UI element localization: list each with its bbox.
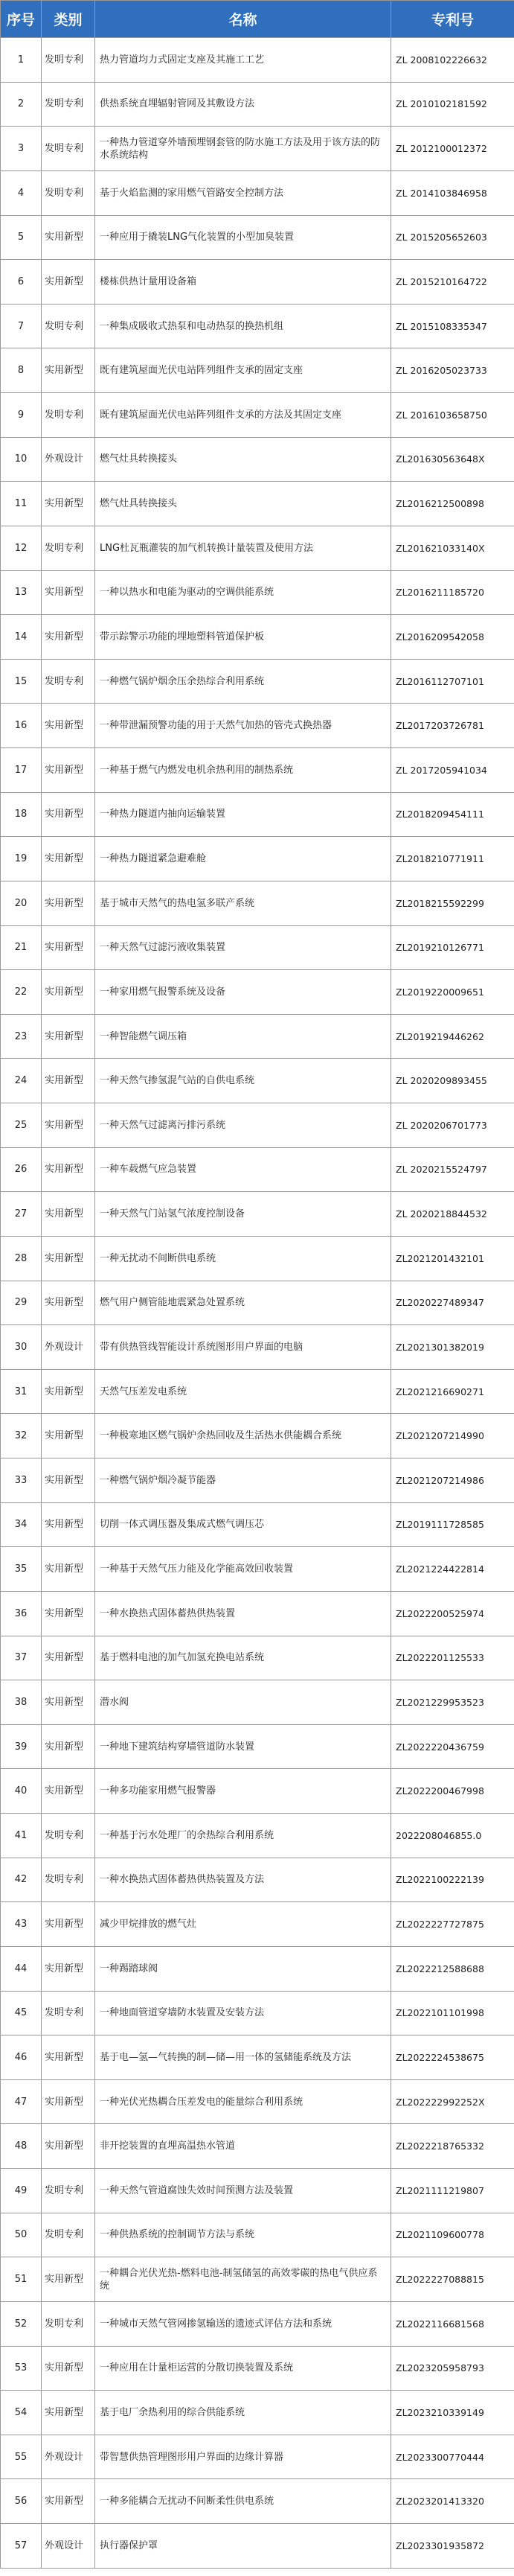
cell-type: 实用新型 xyxy=(42,2124,95,2169)
cell-seq: 20 xyxy=(1,881,42,925)
table-row xyxy=(1,881,514,925)
cell-name: 潜水阀 xyxy=(95,1680,391,1725)
cell-name: 基于城市天然气的热电氢多联产系统 xyxy=(95,881,391,925)
cell-patent: ZL 2008102226632 xyxy=(391,38,514,83)
cell-type: 实用新型 xyxy=(42,215,95,260)
cell-seq: 10 xyxy=(1,437,42,482)
cell-seq: 51 xyxy=(1,2257,42,2302)
cell-name: 一种水换热式固体蓄热供热装置 xyxy=(95,1591,391,1636)
cell-seq: 12 xyxy=(1,526,42,570)
table-row xyxy=(1,2213,514,2257)
cell-seq: 50 xyxy=(1,2213,42,2257)
cell-name: 一种基于燃气内燃发电机余热利用的制热系统 xyxy=(95,748,391,793)
cell-name: 热力管道均力式固定支座及其施工工艺 xyxy=(95,38,391,83)
cell-patent: ZL2021109600778 xyxy=(391,2213,514,2257)
cell-patent: ZL 2017205941034 xyxy=(391,748,514,793)
cell-seq: 4 xyxy=(1,170,42,215)
table-row xyxy=(1,925,514,970)
cell-patent: ZL 2016103658750 xyxy=(391,393,514,438)
cell-type: 实用新型 xyxy=(42,2035,95,2080)
table-row xyxy=(1,1236,514,1281)
table-row xyxy=(1,2079,514,2124)
cell-patent: ZL2023301935872 xyxy=(391,2524,514,2569)
cell-type: 实用新型 xyxy=(42,1192,95,1237)
cell-patent: ZL2022227088815 xyxy=(391,2257,514,2302)
cell-name: 一种极寒地区燃气锅炉余热回收及生活热水供能耦合系统 xyxy=(95,1414,391,1458)
cell-type: 实用新型 xyxy=(42,1059,95,1103)
cell-name: 带有供热管线智能设计系统图形用户界面的电脑 xyxy=(95,1325,391,1370)
cell-seq: 29 xyxy=(1,1281,42,1325)
cell-seq: 21 xyxy=(1,925,42,970)
cell-name: 一种家用燃气报警系统及设备 xyxy=(95,970,391,1015)
cell-name: LNG杜瓦瓶灌装的加气机转换计量装置及使用方法 xyxy=(95,526,391,570)
cell-name: 一种天然气管道腐蚀失效时间预测方法及装置 xyxy=(95,2169,391,2213)
cell-patent: ZL202222992252X xyxy=(391,2079,514,2124)
cell-patent: ZL2023201413320 xyxy=(391,2479,514,2524)
cell-patent: ZL2022224538675 xyxy=(391,2035,514,2080)
cell-type: 发明专利 xyxy=(42,170,95,215)
table-row xyxy=(1,1147,514,1192)
cell-patent: ZL2021111219807 xyxy=(391,2169,514,2213)
cell-type: 实用新型 xyxy=(42,1281,95,1325)
table-row xyxy=(1,1059,514,1103)
table-row xyxy=(1,393,514,438)
cell-seq: 2 xyxy=(1,82,42,127)
cell-seq: 34 xyxy=(1,1502,42,1547)
cell-name: 楼栋供热计量用设备箱 xyxy=(95,260,391,305)
table-row xyxy=(1,82,514,127)
cell-type: 实用新型 xyxy=(42,348,95,393)
cell-type: 实用新型 xyxy=(42,1103,95,1148)
cell-name: 一种无扰动不间断供电系统 xyxy=(95,1236,391,1281)
table-row xyxy=(1,215,514,260)
cell-type: 发明专利 xyxy=(42,38,95,83)
cell-seq: 30 xyxy=(1,1325,42,1370)
cell-type: 发明专利 xyxy=(42,526,95,570)
cell-patent: ZL2023210339149 xyxy=(391,2391,514,2435)
cell-type: 发明专利 xyxy=(42,2213,95,2257)
cell-type: 实用新型 xyxy=(42,482,95,526)
cell-type: 外观设计 xyxy=(42,437,95,482)
table-row xyxy=(1,659,514,704)
cell-patent: ZL2021207214986 xyxy=(391,1458,514,1503)
table-row xyxy=(1,304,514,348)
cell-name: 非开挖装置的直埋高温热水管道 xyxy=(95,2124,391,2169)
table-row xyxy=(1,1103,514,1148)
cell-type: 发明专利 xyxy=(42,2301,95,2346)
table-row xyxy=(1,437,514,482)
cell-name: 带智慧供热管理图形用户界面的边缘计算器 xyxy=(95,2435,391,2479)
cell-type: 实用新型 xyxy=(42,260,95,305)
cell-name: 一种多功能家用燃气报警器 xyxy=(95,1769,391,1814)
table-row xyxy=(1,2346,514,2391)
table-row xyxy=(1,1680,514,1725)
table-row xyxy=(1,2524,514,2569)
cell-patent: ZL2019111728585 xyxy=(391,1502,514,1547)
cell-seq: 17 xyxy=(1,748,42,793)
table-row xyxy=(1,348,514,393)
cell-name: 既有建筑屋面光伏电站阵列组件支承的固定支座 xyxy=(95,348,391,393)
cell-seq: 3 xyxy=(1,127,42,171)
cell-type: 实用新型 xyxy=(42,792,95,837)
cell-type: 实用新型 xyxy=(42,970,95,1015)
cell-patent: ZL 2012100012372 xyxy=(391,127,514,171)
cell-patent: ZL2017203726781 xyxy=(391,704,514,748)
cell-seq: 26 xyxy=(1,1147,42,1192)
cell-type: 发明专利 xyxy=(42,2169,95,2213)
cell-seq: 33 xyxy=(1,1458,42,1503)
cell-type: 实用新型 xyxy=(42,925,95,970)
cell-seq: 7 xyxy=(1,304,42,348)
cell-type: 发明专利 xyxy=(42,304,95,348)
cell-seq: 39 xyxy=(1,1724,42,1769)
cell-seq: 40 xyxy=(1,1769,42,1814)
cell-name: 一种水换热式固体蓄热供热装置及方法 xyxy=(95,1858,391,1902)
cell-type: 实用新型 xyxy=(42,1680,95,1725)
cell-seq: 46 xyxy=(1,2035,42,2080)
header-name: 名称 xyxy=(95,1,391,38)
table-row xyxy=(1,792,514,837)
cell-type: 实用新型 xyxy=(42,2391,95,2435)
table-row xyxy=(1,170,514,215)
table-row xyxy=(1,260,514,305)
cell-patent: ZL2021207214990 xyxy=(391,1414,514,1458)
cell-patent: ZL2021301382019 xyxy=(391,1325,514,1370)
cell-name: 一种燃气锅炉烟冷凝节能器 xyxy=(95,1458,391,1503)
cell-patent: ZL2018210771911 xyxy=(391,837,514,881)
table-body xyxy=(1,38,514,2569)
cell-name: 一种供热系统的控制调节方法与系统 xyxy=(95,2213,391,2257)
cell-type: 实用新型 xyxy=(42,704,95,748)
cell-seq: 18 xyxy=(1,792,42,837)
cell-patent: ZL 2015205652603 xyxy=(391,215,514,260)
table-row xyxy=(1,2391,514,2435)
cell-type: 实用新型 xyxy=(42,2257,95,2302)
cell-patent: ZL2022218765332 xyxy=(391,2124,514,2169)
cell-seq: 13 xyxy=(1,570,42,615)
cell-seq: 23 xyxy=(1,1014,42,1059)
cell-name: 一种集成吸收式热泵和电动热泵的换热机组 xyxy=(95,304,391,348)
table-row xyxy=(1,1014,514,1059)
cell-seq: 15 xyxy=(1,659,42,704)
cell-type: 实用新型 xyxy=(42,2079,95,2124)
cell-patent: ZL 2020218844532 xyxy=(391,1192,514,1237)
cell-seq: 24 xyxy=(1,1059,42,1103)
cell-name: 一种踢踏球阀 xyxy=(95,1946,391,1991)
cell-name: 一种热力管道穿外墙预埋钢套管的防水施工方法及用于该方法的防水系统结构 xyxy=(95,127,391,171)
cell-seq: 35 xyxy=(1,1547,42,1592)
cell-type: 实用新型 xyxy=(42,1502,95,1547)
table-row xyxy=(1,1636,514,1680)
cell-patent: ZL2022227727875 xyxy=(391,1902,514,1947)
cell-name: 一种天然气掺氢混气站的自供电系统 xyxy=(95,1059,391,1103)
cell-patent: ZL2020227489347 xyxy=(391,1281,514,1325)
cell-type: 实用新型 xyxy=(42,748,95,793)
table-row xyxy=(1,2301,514,2346)
cell-seq: 27 xyxy=(1,1192,42,1237)
cell-type: 外观设计 xyxy=(42,2435,95,2479)
cell-name: 基于电厂余热利用的综合供能系统 xyxy=(95,2391,391,2435)
cell-name: 一种多能耦合无扰动不间断柔性供电系统 xyxy=(95,2479,391,2524)
cell-patent: ZL2022116681568 xyxy=(391,2301,514,2346)
cell-type: 实用新型 xyxy=(42,615,95,660)
cell-patent: ZL2016211185720 xyxy=(391,570,514,615)
cell-seq: 54 xyxy=(1,2391,42,2435)
cell-name: 基于电—氢—气转换的制—储—用一体的氢储能系统及方法 xyxy=(95,2035,391,2080)
cell-seq: 55 xyxy=(1,2435,42,2479)
cell-type: 实用新型 xyxy=(42,1946,95,1991)
header-row xyxy=(1,1,514,38)
table-row xyxy=(1,2035,514,2080)
cell-seq: 5 xyxy=(1,215,42,260)
table-row xyxy=(1,1724,514,1769)
table-row xyxy=(1,1769,514,1814)
cell-name: 一种耦合光伏光热-燃料电池-制氢储氢的高效零碳的热电气供应系统 xyxy=(95,2257,391,2302)
cell-type: 发明专利 xyxy=(42,393,95,438)
cell-seq: 28 xyxy=(1,1236,42,1281)
table-row xyxy=(1,1991,514,2035)
cell-name: 一种天然气过滤污液收集装置 xyxy=(95,925,391,970)
cell-type: 实用新型 xyxy=(42,881,95,925)
cell-patent: ZL2021216690271 xyxy=(391,1369,514,1414)
table-row xyxy=(1,1192,514,1237)
cell-name: 一种应用于撬装LNG气化装置的小型加臭装置 xyxy=(95,215,391,260)
table-row xyxy=(1,2124,514,2169)
cell-type: 实用新型 xyxy=(42,1902,95,1947)
cell-type: 实用新型 xyxy=(42,570,95,615)
cell-type: 实用新型 xyxy=(42,1236,95,1281)
cell-seq: 38 xyxy=(1,1680,42,1725)
cell-name: 一种城市天然气管网掺氢输送的遗迹式评估方法和系统 xyxy=(95,2301,391,2346)
table-row xyxy=(1,2169,514,2213)
cell-type: 实用新型 xyxy=(42,1414,95,1458)
cell-type: 实用新型 xyxy=(42,1014,95,1059)
cell-patent: ZL2023205958793 xyxy=(391,2346,514,2391)
cell-name: 一种基于污水处理厂的余热综合利用系统 xyxy=(95,1814,391,1858)
cell-patent: ZL201630563648X xyxy=(391,437,514,482)
table-row xyxy=(1,1946,514,1991)
cell-type: 实用新型 xyxy=(42,1769,95,1814)
cell-seq: 32 xyxy=(1,1414,42,1458)
table-row xyxy=(1,2257,514,2302)
cell-name: 一种地下建筑结构穿墙管道防水装置 xyxy=(95,1724,391,1769)
cell-name: 减少甲烷排放的燃气灶 xyxy=(95,1902,391,1947)
table-header xyxy=(1,1,514,38)
table-row xyxy=(1,482,514,526)
table-row xyxy=(1,1414,514,1458)
cell-name: 燃气灶具转换接头 xyxy=(95,482,391,526)
cell-name: 一种热力隧道内抽向运输装置 xyxy=(95,792,391,837)
cell-patent: ZL2019210126771 xyxy=(391,925,514,970)
table-row xyxy=(1,1591,514,1636)
cell-type: 实用新型 xyxy=(42,1591,95,1636)
cell-seq: 37 xyxy=(1,1636,42,1680)
cell-seq: 44 xyxy=(1,1946,42,1991)
cell-seq: 45 xyxy=(1,1991,42,2035)
cell-patent: ZL2018215592299 xyxy=(391,881,514,925)
cell-patent: ZL2021224422814 xyxy=(391,1547,514,1592)
cell-seq: 25 xyxy=(1,1103,42,1148)
cell-seq: 16 xyxy=(1,704,42,748)
cell-seq: 56 xyxy=(1,2479,42,2524)
cell-seq: 42 xyxy=(1,1858,42,1902)
cell-patent: ZL 2020209893455 xyxy=(391,1059,514,1103)
cell-name: 一种热力隧道紧急避难舱 xyxy=(95,837,391,881)
table-row xyxy=(1,127,514,171)
table-row xyxy=(1,1458,514,1503)
cell-name: 一种带泄漏预警功能的用于天然气加热的管壳式换热器 xyxy=(95,704,391,748)
cell-name: 一种天然气过滤离污排污系统 xyxy=(95,1103,391,1148)
table-row xyxy=(1,837,514,881)
cell-patent: ZL2016209542058 xyxy=(391,615,514,660)
cell-name: 一种应用在计量柜运营的分散切换装置及系统 xyxy=(95,2346,391,2391)
cell-type: 实用新型 xyxy=(42,2346,95,2391)
table-row xyxy=(1,1858,514,1902)
table-row xyxy=(1,526,514,570)
cell-patent: ZL2022100222139 xyxy=(391,1858,514,1902)
cell-patent: ZL2022101101998 xyxy=(391,1991,514,2035)
cell-type: 外观设计 xyxy=(42,1325,95,1370)
cell-patent: ZL 2016205023733 xyxy=(391,348,514,393)
cell-type: 实用新型 xyxy=(42,1147,95,1192)
cell-seq: 47 xyxy=(1,2079,42,2124)
cell-name: 一种地面管道穿墙防水装置及安装方法 xyxy=(95,1991,391,2035)
cell-type: 发明专利 xyxy=(42,1814,95,1858)
cell-patent: ZL201621033140X xyxy=(391,526,514,570)
cell-patent: ZL 2015108335347 xyxy=(391,304,514,348)
cell-patent: ZL2021201432101 xyxy=(391,1236,514,1281)
cell-seq: 57 xyxy=(1,2524,42,2569)
cell-name: 供热系统直埋辐射管网及其敷设方法 xyxy=(95,82,391,127)
table-row xyxy=(1,2435,514,2479)
header-type: 类别 xyxy=(42,1,95,38)
table-row xyxy=(1,2479,514,2524)
cell-patent: ZL2022220436759 xyxy=(391,1724,514,1769)
cell-type: 外观设计 xyxy=(42,2524,95,2569)
table-row xyxy=(1,38,514,83)
cell-type: 实用新型 xyxy=(42,837,95,881)
cell-seq: 41 xyxy=(1,1814,42,1858)
cell-name: 一种智能燃气调压箱 xyxy=(95,1014,391,1059)
cell-name: 一种以热水和电能为驱动的空调供能系统 xyxy=(95,570,391,615)
cell-name: 既有建筑屋面光伏电站阵列组件支承的方法及其固定支座 xyxy=(95,393,391,438)
cell-patent: ZL 2014103846958 xyxy=(391,170,514,215)
cell-name: 一种天然气门站氢气浓度控制设备 xyxy=(95,1192,391,1237)
cell-patent: ZL2016212500898 xyxy=(391,482,514,526)
cell-patent: ZL2021229953523 xyxy=(391,1680,514,1725)
cell-name: 基于火焰监测的家用燃气管路安全控制方法 xyxy=(95,170,391,215)
cell-type: 实用新型 xyxy=(42,2479,95,2524)
cell-type: 发明专利 xyxy=(42,1858,95,1902)
table-row xyxy=(1,704,514,748)
cell-seq: 9 xyxy=(1,393,42,438)
cell-seq: 31 xyxy=(1,1369,42,1414)
table-row xyxy=(1,1547,514,1592)
cell-name: 天然气压差发电系统 xyxy=(95,1369,391,1414)
cell-patent: ZL 2020215524797 xyxy=(391,1147,514,1192)
table-row xyxy=(1,570,514,615)
cell-seq: 6 xyxy=(1,260,42,305)
header-patent: 专利号 xyxy=(391,1,514,38)
cell-patent: ZL2022201125533 xyxy=(391,1636,514,1680)
cell-type: 发明专利 xyxy=(42,1991,95,2035)
cell-name: 燃气灶具转换接头 xyxy=(95,437,391,482)
cell-seq: 8 xyxy=(1,348,42,393)
table-row xyxy=(1,1281,514,1325)
table-row xyxy=(1,970,514,1015)
cell-seq: 36 xyxy=(1,1591,42,1636)
table-row xyxy=(1,615,514,660)
table-row xyxy=(1,748,514,793)
cell-type: 实用新型 xyxy=(42,1547,95,1592)
cell-type: 实用新型 xyxy=(42,1458,95,1503)
cell-patent: ZL2019220009651 xyxy=(391,970,514,1015)
table-row xyxy=(1,1325,514,1370)
cell-type: 实用新型 xyxy=(42,1636,95,1680)
cell-name: 执行器保护罩 xyxy=(95,2524,391,2569)
cell-patent: ZL2022200467998 xyxy=(391,1769,514,1814)
table-row xyxy=(1,1369,514,1414)
cell-type: 发明专利 xyxy=(42,82,95,127)
cell-seq: 49 xyxy=(1,2169,42,2213)
cell-seq: 19 xyxy=(1,837,42,881)
cell-name: 一种光伏光热耦合压差发电的能量综合利用系统 xyxy=(95,2079,391,2124)
cell-seq: 52 xyxy=(1,2301,42,2346)
table-row xyxy=(1,1814,514,1858)
cell-type: 实用新型 xyxy=(42,1369,95,1414)
cell-patent: ZL2023300770444 xyxy=(391,2435,514,2479)
cell-patent: ZL 2015210164722 xyxy=(391,260,514,305)
cell-patent: ZL2022212588688 xyxy=(391,1946,514,1991)
cell-patent: ZL 2020206701773 xyxy=(391,1103,514,1148)
cell-seq: 22 xyxy=(1,970,42,1015)
cell-patent: ZL2019219446262 xyxy=(391,1014,514,1059)
cell-patent: ZL2018209454111 xyxy=(391,792,514,837)
cell-name: 一种车载燃气应急装置 xyxy=(95,1147,391,1192)
cell-seq: 53 xyxy=(1,2346,42,2391)
cell-name: 切削一体式调压器及集成式燃气调压芯 xyxy=(95,1502,391,1547)
cell-type: 发明专利 xyxy=(42,659,95,704)
cell-patent: ZL2016112707101 xyxy=(391,659,514,704)
cell-patent: 2022208046855.0 xyxy=(391,1814,514,1858)
cell-seq: 14 xyxy=(1,615,42,660)
cell-seq: 1 xyxy=(1,38,42,83)
cell-name: 基于燃料电池的加气加氢充换电站系统 xyxy=(95,1636,391,1680)
cell-name: 一种基于天然气压力能及化学能高效回收装置 xyxy=(95,1547,391,1592)
cell-name: 带示踪警示功能的埋地塑料管道保护板 xyxy=(95,615,391,660)
table-row xyxy=(1,1502,514,1547)
cell-type: 发明专利 xyxy=(42,127,95,171)
cell-seq: 11 xyxy=(1,482,42,526)
cell-seq: 48 xyxy=(1,2124,42,2169)
table-row xyxy=(1,1902,514,1947)
cell-type: 实用新型 xyxy=(42,1724,95,1769)
cell-patent: ZL2022200525974 xyxy=(391,1591,514,1636)
cell-name: 一种燃气锅炉烟余压余热综合利用系统 xyxy=(95,659,391,704)
cell-name: 燃气用户侧管能地震紧急处置系统 xyxy=(95,1281,391,1325)
header-seq: 序号 xyxy=(1,1,42,38)
cell-seq: 43 xyxy=(1,1902,42,1947)
cell-patent: ZL 2010102181592 xyxy=(391,82,514,127)
